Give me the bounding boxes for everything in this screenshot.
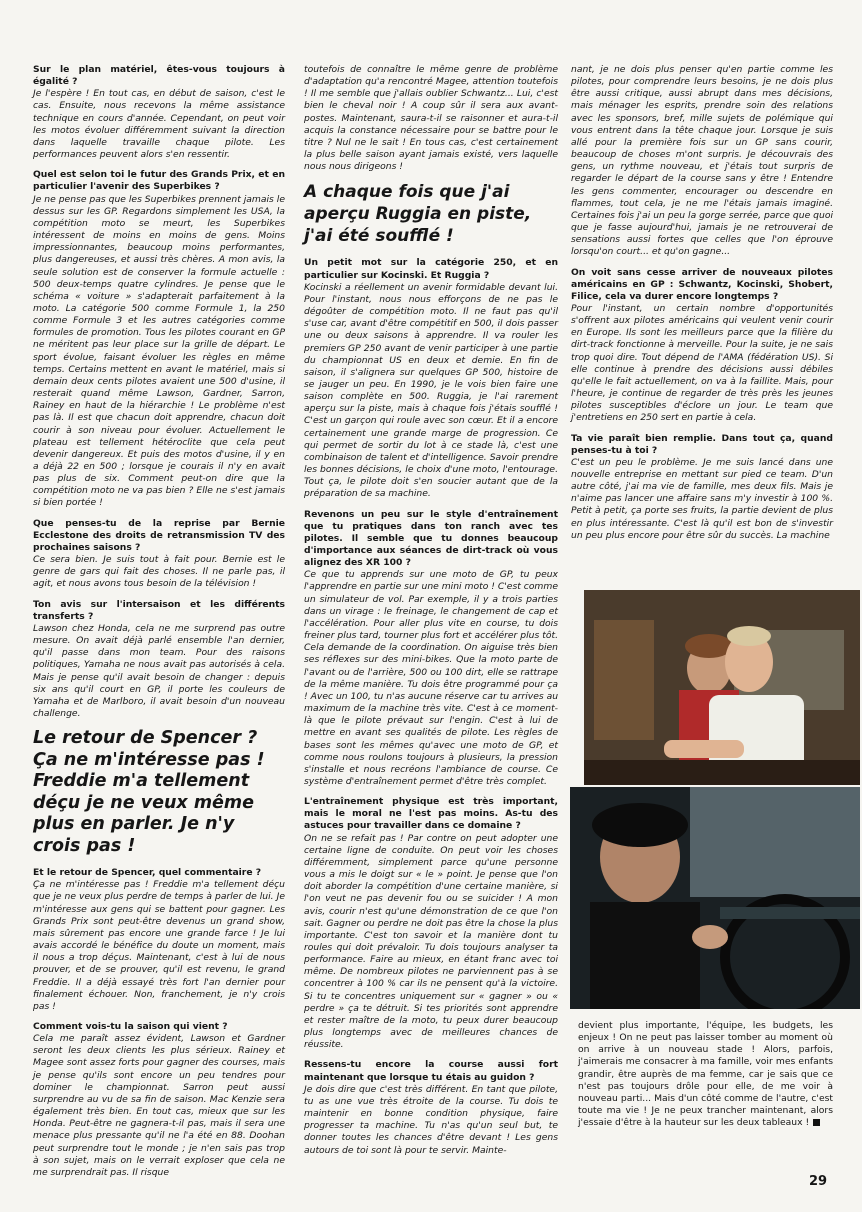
photo-couple-illustration bbox=[584, 590, 860, 785]
answer-continued: devient plus importante, l'équipe, les budgets, les enjeux ! On ne peut pas laisser tomber au moment où on arrive à un nouveau stade ! Alors, parfois, j'aimerais me consacrer à ma famille, voir mes enfants grandir, être auprès de ma femme, car je sais que ce n'est pas toujours drôle pour elle, de me voir à nouveau parti... Mais d'un côté comme de l'autre, c'est toute ma vie ! Je ne peux trancher maintenant, alors j'essaie d'être à la hauteur sur les deux tableaux ! bbox=[578, 1020, 833, 1129]
answer: Ça ne m'intéresse pas ! Freddie m'a tellement déçu que je ne veux plus perdre de temps à parler de lui. Je m'intéresse aux gens qui se battent pour gagner. Les Grands Prix sont peut-être devenus un grand show, mais sûrement pas encore une grande farce ! Je lui avais accordé le bénéfice du doute un moment, mais il nous a trop déçus. Maintenant, c'est à lui de nous prouver, et de se prouver, qu'il est revenu, le grand Freddie. Il a déjà essayé très fort l'an dernier pour finalement échouer. Non, franchement, je n'y crois pas ! bbox=[33, 879, 285, 1012]
answer: Je l'espère ! En tout cas, en début de saison, c'est le cas. Ensuite, nous recevons la même assistance technique en cours d'année. Cependant, on peut voir les motos évoluer différemment suivant la direction dans laquelle travaille chaque pilote. Les performances peuvent alors s'en ressentir. bbox=[33, 88, 285, 161]
column-2 bbox=[304, 64, 558, 1165]
answer: Ce sera bien. Je suis tout à fait pour. Bernie est le genre de gars qui fait des choses. Il ne parle pas, il agit, et nous avons tous besoin de la télévision ! bbox=[33, 554, 285, 590]
answer-continued: nant, je ne dois plus penser qu'en partie comme les pilotes, pour comprendre leurs besoins, je ne dois plus être aussi critique, aussi abrupt dans mes décisions, mais ménager les esprits, prendre soin des relations avec les sponsors, bref, mille sujets de polémique qui vous entrent dans la tête chaque jour. Lorsque je suis allé pour la première fois sur un GP sans courir, beaucoup de choses m'ont surpris. Je découvrais des gens, un rythme nouveau, et j'étais tout surpris de regarder le départ de la course sans y être ! Entendre les gens commenter, encourager ou descendre en flammes, tout cela, je ne me l'étais jamais imaginé. Certaines fois j'ai un peu la gorge serrée, parce que quoi que je fasse aujourd'hui, jamais je ne retrouverai de sensations aussi fortes que celles que l'on éprouve lorsqu'on court... et qu'on gagne... bbox=[571, 64, 833, 258]
answer: Je ne pense pas que les Superbikes prennent jamais le dessus sur les GP. Regardons simplement les USA, la compétition moto se meurt, les Superbikes intéressent de moins en moins de gens. Moins impressionnantes, beaucoup moins performantes, plus dangereuses, et aussi très chères. A mon avis, la seule solution est de conserver la formule actuelle : 500 deux-temps quatre cylindres. Je pense que le schéma « voiture » s'adapterait parfaitement à la moto. La catégorie 500 comme Formule 1, la 250 comme Formule 3 et les autres catégories comme formules de promotion. Tous les pilotes courant en GP ne méritent pas leur place sur la grille de départ. Le sport évolue, faisant évoluer les règles en même temps. Certains mettent en avant le matériel, mais si demain deux cents pilotes avaient une 500 d'usine, il resterait quand même Lawson, Gardner, Sarron, Rainey en haut de la hiérarchie ! Le problème n'est pas là. Il est que chacun doit apprendre, chacun doit courir à son niveau pour évoluer. Actuellement le plateau est tellement hétéroclite que cela peut devenir dangereux. Et puis des motos d'usine, il y en a déjà 22 en 500 ; lorsque je courais il n'y en avait pas plus de six. Comment peut-on dire que la compétition moto ne va pas bien ? Elle ne s'est jamais si bien portée ! bbox=[33, 193, 285, 509]
question: Ressens-tu encore la course aussi fort maintenant que lorsque tu étais au guidon ? bbox=[304, 1059, 558, 1083]
pull-quote-spencer: Le retour de Spencer ? Ça ne m'intéresse pas ! Freddie m'a tellement déçu je ne veux même plus en parler. Je n'y crois pas ! bbox=[33, 728, 265, 856]
question: Que penses-tu de la reprise par Bernie Ecclestone des droits de retransmission TV des prochaines saisons ? bbox=[33, 517, 285, 553]
answer: Lawson chez Honda, cela ne me surprend pas outre mesure. On avait déjà parlé ensemble l'an dernier, qu'il passe dans mon team. Pour des raisons politiques, Yamaha ne nous avait pas autorisés à cela. Mais je pense qu'il avait besoin de changer : depuis six ans qu'il court en GP, il porte les couleurs de Yamaha et de Marlboro, il avait besoin d'un nouveau challenge. bbox=[33, 622, 285, 719]
column-3 bbox=[571, 64, 833, 550]
pull-quote-ruggia: A chaque fois que j'ai aperçu Ruggia en piste, j'ai été soufflé ! bbox=[304, 182, 532, 247]
answer: C'est un peu le problème. Je me suis lancé dans une nouvelle entreprise en mettant sur pied ce team. D'un autre côté, j'ai ma vie de famille, mes deux fils. Mais je n'aime pas lancer une affaire sans m'y investir à 100 %. Petit à petit, ça porte ses fruits, la partie devient de plus en plus intéressante. C'est là qu'il est bon de s'investir un peu plus encore pour être sûr du succès. La machine bbox=[571, 456, 833, 541]
question: Quel est selon toi le futur des Grands Prix, et en particulier l'avenir des Superbikes ? bbox=[33, 169, 285, 193]
column-3-end bbox=[578, 1020, 833, 1129]
question: Ta vie paraît bien remplie. Dans tout ça, quand penses-tu à toi ? bbox=[571, 432, 833, 456]
end-mark bbox=[813, 1119, 820, 1126]
question: Ton avis sur l'intersaison et les différents transferts ? bbox=[33, 598, 285, 622]
answer: Je dois dire que c'est très différent. En tant que pilote, tu as une vue très étroite de la course. Tu dois te maintenir en bonne condition physique, faire progresser ta machine. Tu n'as qu'un seul but, te donner toutes les chances d'être devant ! Les gens autours de toi sont là pour te servir. Mainte- bbox=[304, 1083, 558, 1156]
question: Comment vois-tu la saison qui vient ? bbox=[33, 1021, 228, 1032]
answer: On ne se refait pas ! Par contre on peut adopter une certaine ligne de conduite. On peut voir les choses différemment, simplement parce qu'une personne vous a mis le doigt sur « le » point. Je pense que l'on doit aborder la compétition d'une certaine manière, si l'on veut ne pas devenir fou ou se suicider ! A mon avis, courir n'est qu'une démonstration de ce que l'on sait. Gagner ou perdre ne doit pas être la chose la plus importante. C'est ton savoir et la manière dont tu roules qui doit prévaloir. Tu dois toujours analyser ta performance. Faire au mieux, en étant franc avec toi même. De nombreux pilotes ne parviennent pas à se concentrer à 100 % car ils ne pensent qu'à la victoire. Si tu te concentres uniquement sur « gagner » ou « perdre » ça te détruit. Si tes priorités sont apprendre et rester maître de la moto, tu peux durer beaucoup plus longtemps avec de meilleures chances de réussite. bbox=[304, 832, 558, 1051]
question: Et le retour de Spencer, quel commentaire ? bbox=[33, 867, 262, 879]
question: Sur le plan matériel, êtes-vous toujours à égalité ? bbox=[33, 64, 285, 88]
question: L'entraînement physique est très important, mais le moral ne l'est pas moins. As-tu des astuces pour travailler dans ce domaine ? bbox=[304, 796, 558, 832]
answer: Pour l'instant, un certain nombre d'opportunités s'offrent aux pilotes américains qui veulent venir courir en Europe. Ils sont les meilleurs parce que la filière du dirt-track fonctionne à merveille. Pour la suite, je ne sais trop quoi dire. Tout dépend de l'AMA (fédération US). Si elle continue à prendre des décisions aussi débiles qu'elle le fait actuellement, on va à la faillite. Mais, pour l'heure, je continue de regarder de très près les jeunes pilotes susceptibles d'éclore un jour. Le team que j'entretiens en 250 sert en partie à cela. bbox=[571, 302, 833, 424]
question: On voit sans cesse arriver de nouveaux pilotes américains en GP : Schwantz, Kocinski, Shobert, Filice, cela va durer encore longtemps ? bbox=[571, 266, 833, 302]
answer: Kocinski a réellement un avenir formidable devant lui. Pour l'instant, nous nous efforçons de ne pas le dégoûter de compétition moto. Il ne faut pas qu'il s'use car, avant d'être compétitif en 500, il dois passer une ou deux saisons à apprendre. Il va rouler les premiers GP 250 avant de venir participer à une partie du championnat US en deux et demie. En fin de saison, il s'alignera sur quelques GP 500, histoire de se jauger un peu. En 1990, je le vois bien faire une saison complète en 500. Ruggia, je l'ai rarement aperçu sur la piste, mais à chaque fois j'étais soufflé ! C'est un garçon qui roule avec son cœur. Et il a encore certainement une grande marge de progression. Ce qui permet de sortir du lot à ce stade là, c'est une combinaison de talent et d'intelligence. Savoir prendre les bonnes décisions, le choix d'une moto, l'entourage. Tout ça, le pilote doit s'en soucier autant que de la préparation de sa machine. bbox=[304, 281, 558, 500]
answer-continued: toutefois de connaître le même genre de problème d'adaptation qu'a rencontré Magee, attention toutefois ! Il me semble que j'allais oublier Schwantz... Lui, c'est bien le cheval noir ! A coup sûr il sera aux avant-postes. Maintenant, saura-t-il se raisonner et aura-t-il acquis la constance nécessaire pour se battre pour le titre ? Nul ne le sait ! En tous cas, c'est certainement la plus belle saison ayant jamais existé, vers laquelle nous nous dirigeons ! bbox=[304, 64, 558, 173]
photo-couple-kitchen bbox=[584, 590, 860, 785]
page-number: 29 bbox=[809, 1174, 828, 1189]
column-1 bbox=[33, 64, 285, 1187]
answer: Cela me paraît assez évident, Lawson et Gardner seront les deux clients les plus sérieux. Rainey et Magee sont assez forts pour gagner des courses, mais je pense qu'ils sont encore un peu tendres pour dominer le championnat. Sarron peut aussi surprendre au vu de sa fin de saison. Mac Kenzie sera également très bien. En tout cas, mieux que sur les Honda. Peut-être ne gagnera-t-il pas, mais il sera une menace plus pressante qu'il ne l'a été en 88. Doohan peut surprendre tout le monde ; je n'en sais pas trop à son sujet, mais on le verrait exploser que cela ne me surprendrait pas. Il risque bbox=[33, 1033, 285, 1178]
question: Revenons un peu sur le style d'entraînement que tu pratiques dans ton ranch avec tes pilotes. Il semble que tu donnes beaucoup d'importance aux séances de dirt-track où vous alignez des XR 100 ? bbox=[304, 508, 558, 569]
question: Un petit mot sur la catégorie 250, et en particulier sur Kocinski. Et Ruggia ? bbox=[304, 257, 558, 281]
photo-driver-car bbox=[570, 787, 860, 1009]
answer: Ce que tu apprends sur une moto de GP, tu peux l'apprendre en partie sur une mini moto ! C'est comme un simulateur de vol. Par exemple, il y a trois parties dans un virage : le freinage, le changement de cap et l'accélération. Pour aller plus vite en course, tu dois freiner plus tard, tourner plus fort et accélérer plus tôt. Cela demande de la coordination. On aiguise très bien ses réflexes sur des mini-bikes. Que la moto parte de l'avant ou de l'arrière, 500 ou 100 dirt, elle se rattrape de la même manière. Tu dois être programmé pour ça ! Avec un 100, tu n'as aucune réserve car tu arrives au maximum de la machine très vite. C'est à ce moment-là que le pilote prévaut sur l'engin. C'est à lui de mettre en avant ses qualités de pilote. Les règles de bases sont les mêmes qu'avec une moto de GP, et comme nous roulons toujours à plusieurs, la pression s'installe et nous recréons l'ambiance de course. Ce système d'entraînement permet d'être très complet. bbox=[304, 569, 559, 787]
photo-driver-illustration bbox=[570, 787, 860, 1009]
